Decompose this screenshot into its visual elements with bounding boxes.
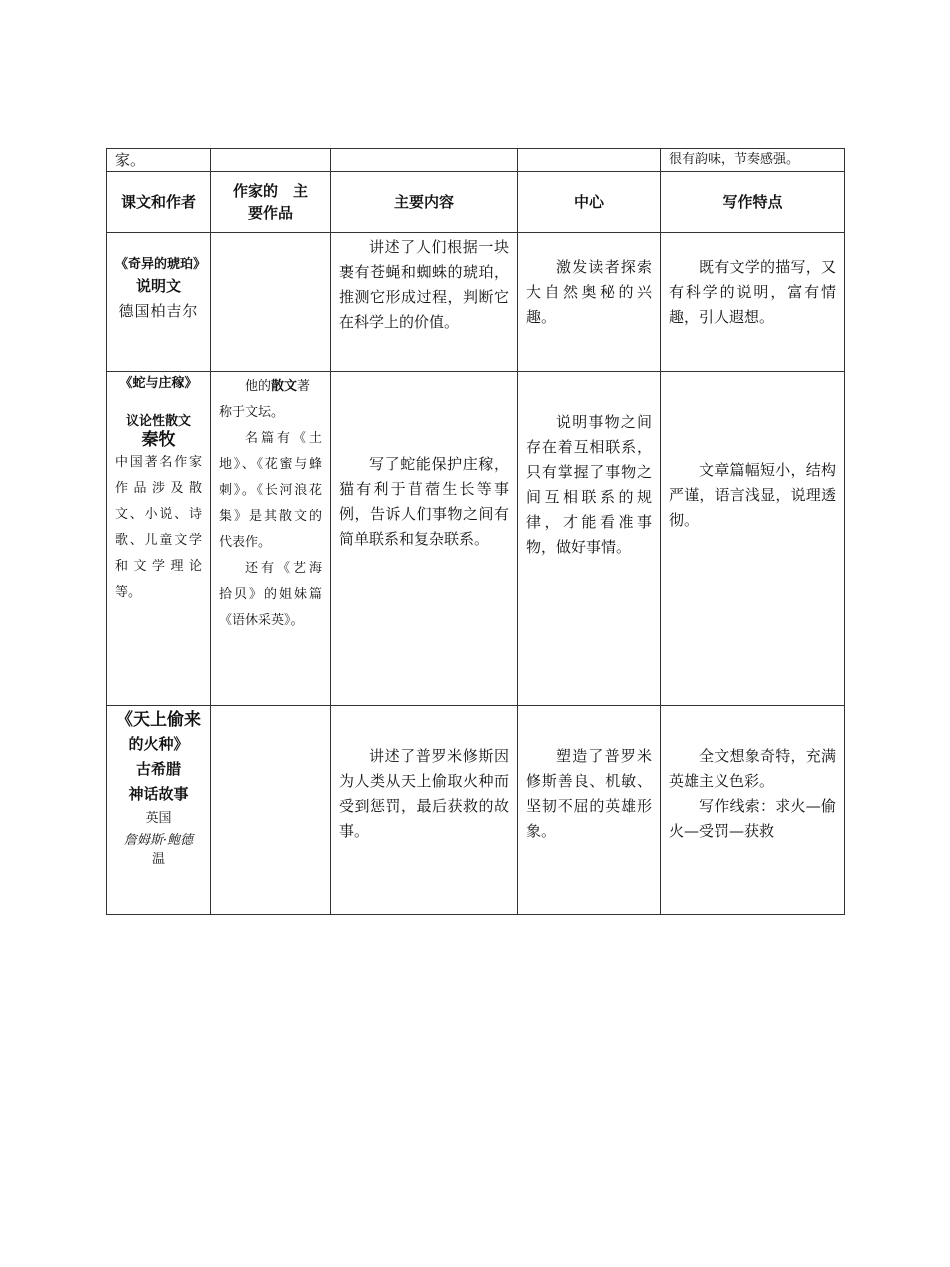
text-author-line2: 温: [151, 852, 165, 867]
content-cell: 讲述了人们根据一块裹有苍蝇和蜘蛛的琥珀，推测它形成过程，判断它在科学上的价值。: [331, 233, 518, 372]
header-works-line1: 作家的 主: [232, 182, 308, 200]
text-title: 《蛇与庄稼》: [119, 376, 198, 391]
features-cell: 文章篇幅短小，结构严谨，语言浅显，说理透彻。: [661, 372, 845, 706]
text-title-line1: 《天上偷来: [116, 710, 201, 730]
continuation-author-cell: 家。: [107, 149, 211, 172]
works-para: 还有《艺海拾贝》的姐妹篇《语休采英》。: [219, 561, 322, 628]
header-works: [211, 172, 331, 233]
author-cell: [107, 372, 211, 706]
text-author-line1: 詹姆斯·鲍德: [123, 833, 194, 848]
author-cell: [107, 706, 211, 915]
text-author: 秦牧: [141, 430, 176, 450]
table-row: [107, 706, 845, 915]
header-works-line2: 要作品: [247, 204, 293, 222]
center-cell: 说明事物之间存在着互相联系，只有掌握了事物之间互相联系的规律，才能看准事物，做好事情。: [518, 372, 661, 706]
features-cell: 既有文学的描写，又有科学的说明，富有情趣，引人遐想。: [661, 233, 845, 372]
continuation-content-cell: [331, 149, 518, 172]
works-para: [219, 374, 322, 426]
text-origin: 古希腊: [135, 760, 181, 778]
center-cell: 激发读者探索大自然奥秘的兴趣。: [518, 233, 661, 372]
continuation-works-cell: [211, 149, 331, 172]
features-para: 全文想象奇特，充满英雄主义色彩。: [669, 747, 836, 790]
header-row: [107, 172, 845, 233]
text-genre: 神话故事: [128, 785, 189, 803]
literature-summary-table: [106, 148, 845, 915]
works-text: 著称于文坛。: [219, 379, 311, 420]
header-features: 写作特点: [661, 172, 845, 233]
features-cell: [661, 706, 845, 915]
works-bold-text: 散文: [271, 379, 298, 394]
header-text-author: 课文和作者: [107, 172, 211, 233]
text-genre: 说明文: [135, 277, 181, 295]
header-center: 中心: [518, 172, 661, 233]
features-para: 写作线索：求火—偷火—受罚—获救: [669, 797, 836, 840]
header-content: 主要内容: [331, 172, 518, 233]
center-cell: 塑造了普罗米修斯善良、机敏、坚韧不屈的英雄形象。: [518, 706, 661, 915]
works-para: 名篇有《土地》、《花蜜与蜂刺》。《长河浪花集》是其散文的代表作。: [219, 431, 322, 550]
text-author: 德国柏吉尔: [118, 302, 199, 320]
works-text: 他的: [245, 379, 272, 394]
author-bio: 中国著名作家作品涉及散文、小说、诗歌、儿童文学和文学理论等。: [115, 455, 202, 600]
table-row: [107, 372, 845, 706]
content-cell: 讲述了普罗米修斯因为人类从天上偷取火种而受到惩罚，最后获救的故事。: [331, 706, 518, 915]
works-cell: [211, 233, 331, 372]
text-title: 《奇异的琥珀》: [115, 257, 207, 272]
text-title-line2: 的火种》: [128, 735, 189, 753]
continuation-center-cell: [518, 149, 661, 172]
table-row: [107, 233, 845, 372]
continuation-features-cell: 很有韵味，节奏感强。: [661, 149, 845, 172]
text-genre: 议论性散文: [125, 414, 191, 429]
content-cell: 写了蛇能保护庄稼，猫有利于苜蓿生长等事例，告诉人们事物之间有简单联系和复杂联系。: [331, 372, 518, 706]
text-country: 英国: [145, 811, 172, 826]
continuation-row: [107, 149, 845, 172]
author-cell: [107, 233, 211, 372]
works-cell: [211, 372, 331, 706]
works-cell: [211, 706, 331, 915]
